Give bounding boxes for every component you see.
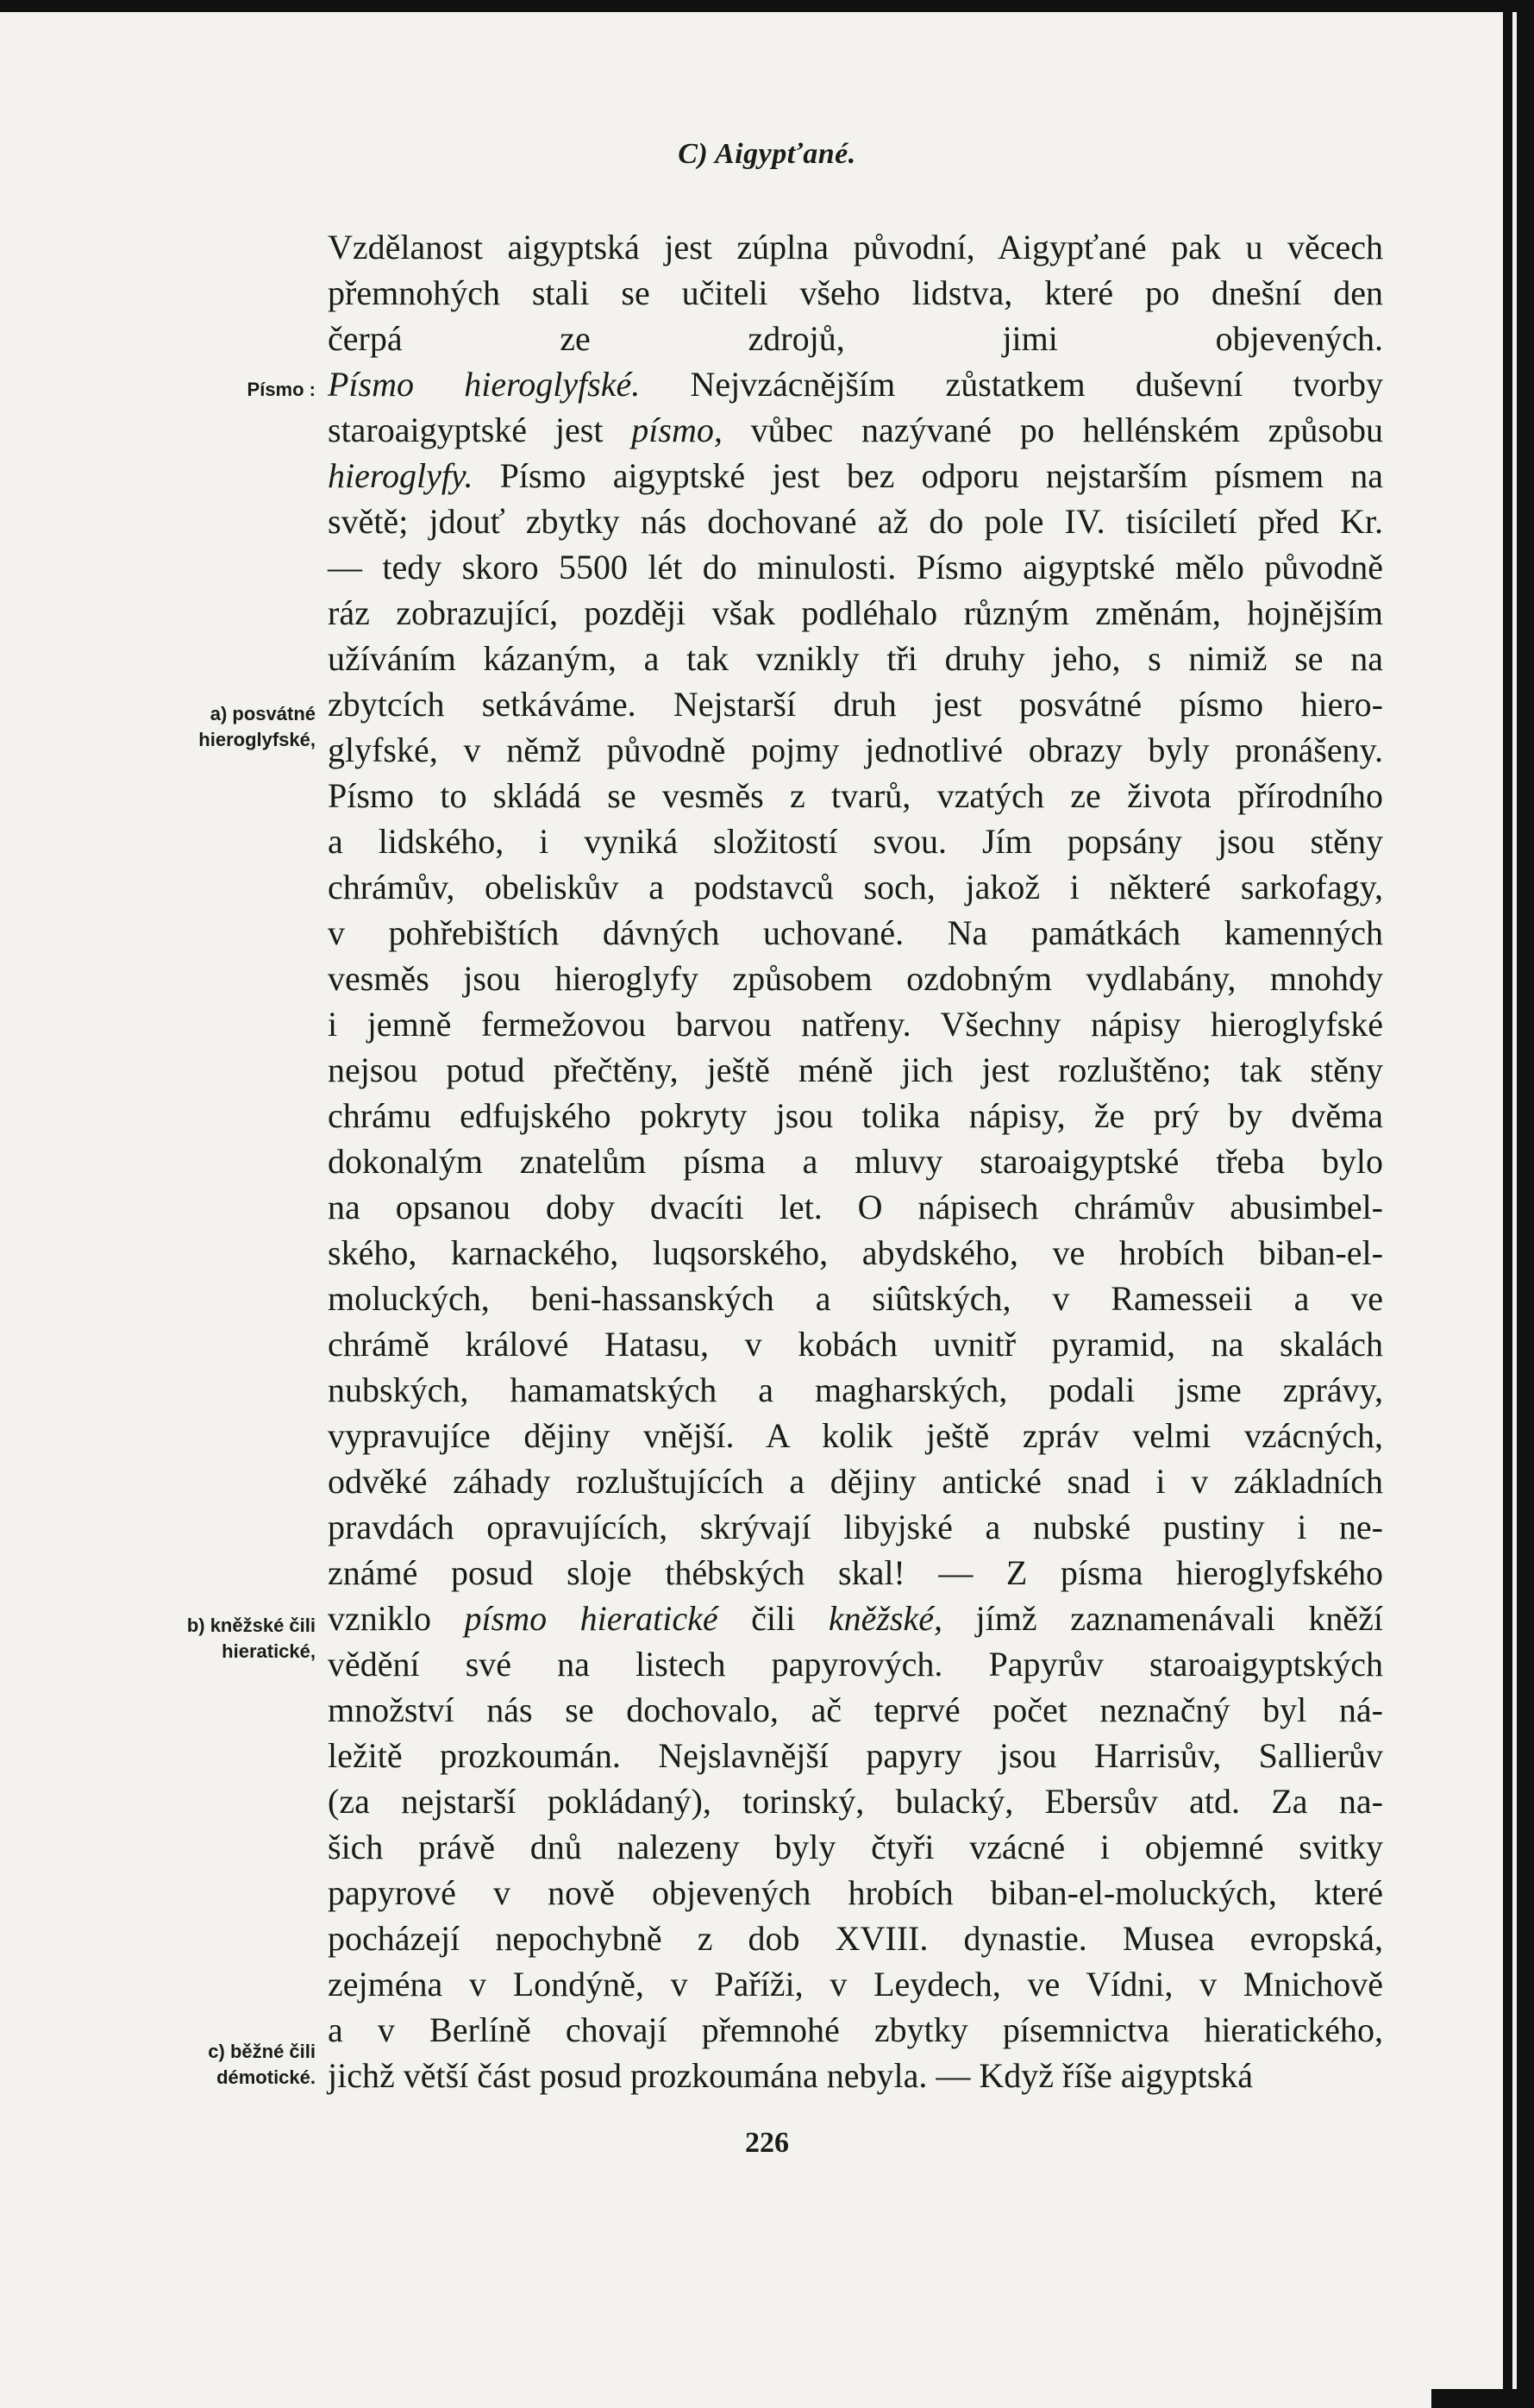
- text-run: šich právě dnů nalezeny byly čtyři vzácné i objemné svitky: [328, 1828, 1383, 1866]
- text-run: odvěké záhady rozluštujících a dějiny antické snad i v základních: [328, 1462, 1383, 1501]
- text-line: [328, 864, 1383, 910]
- text-run: čili: [717, 1599, 829, 1638]
- text-line: [328, 1001, 1383, 1047]
- body-text: [328, 224, 1383, 2098]
- text-line: [328, 1367, 1383, 1413]
- text-run: množství nás se dochovalo, ač teprvé počet neznačný byl ná-: [328, 1690, 1383, 1729]
- text-line: [328, 499, 1383, 544]
- text-line: [328, 1596, 1383, 1641]
- text-run: (za nejstarší pokládaný), torinský, bulacký, Ebersův atd. Za na-: [328, 1782, 1383, 1821]
- text-run: chrámu edfujského pokryty jsou tolika nápisy, že prý by dvěma: [328, 1096, 1383, 1135]
- italic-term: Písmo hieroglyfské.: [328, 365, 641, 404]
- text-line: [328, 1870, 1383, 1916]
- text-line: [328, 1458, 1383, 1504]
- margin-note-line: Písmo :: [247, 379, 316, 400]
- text-run: chrámův, obeliskův a podstavců soch, jakož i některé sarkofagy,: [328, 868, 1383, 906]
- text-line: [328, 956, 1383, 1001]
- text-line: [328, 773, 1383, 818]
- text-run: a v Berlíně chovají přemnohé zbytky písemnictva hieratického,: [328, 2010, 1383, 2049]
- text-line: [328, 1733, 1383, 1778]
- text-line: [328, 1916, 1383, 1961]
- text-line: [328, 1321, 1383, 1367]
- text-run: ráz zobrazující, později však podléhalo různým změnám, hojnějším: [328, 593, 1383, 632]
- text-run: vesměs jsou hieroglyfy způsobem ozdobným vydlabány, mnohdy: [328, 959, 1383, 998]
- text-line: [328, 1641, 1383, 1687]
- text-run: v pohřebištích dávných uchované. Na památkách kamenných: [328, 913, 1383, 952]
- scan-border-top: [0, 0, 1534, 12]
- text-run: přemnohých stali se učiteli všeho lidstva, které po dnešní den: [328, 273, 1383, 312]
- text-run: ležitě prozkoumán. Nejslavnější papyry jsou Harrisův, Sallierův: [328, 1736, 1383, 1775]
- margin-note-hieroglyfske: [198, 701, 316, 753]
- text-run: i jemně fermežovou barvou natřeny. Všechny nápisy hieroglyfské: [328, 1005, 1383, 1044]
- text-run: Vzdělanost aigyptská jest zúplna původní, Aigypťané pak u věcech: [328, 228, 1383, 267]
- scan-border-bottom: [1431, 2389, 1534, 2408]
- text-run: čerpá ze zdrojů, jimi objevených.: [328, 319, 1383, 358]
- text-run: vědění své na listech papyrových. Papyrův staroaigyptských: [328, 1645, 1383, 1684]
- text-run: zbytcích setkáváme. Nejstarší druh jest posvátné písmo hiero-: [328, 685, 1383, 724]
- text-line: [328, 2053, 1383, 2098]
- margin-note-line: a) posvátné: [210, 703, 316, 724]
- text-line: [328, 1047, 1383, 1093]
- margin-note-hieraticke: [187, 1613, 316, 1665]
- text-run: Nejvzácnějším zůstatkem duševní tvorby: [640, 365, 1383, 404]
- text-line: [328, 1093, 1383, 1138]
- page-number: 226: [745, 2127, 789, 2159]
- text-run: papyrové v nově objevených hrobích biban-el-moluckých, které: [328, 1873, 1383, 1912]
- text-run: jichž větší část posud prozkoumána nebyla. — Když říše aigyptská: [328, 2056, 1254, 2095]
- scan-border-gap: [1512, 12, 1517, 2408]
- scan-border-right: [1503, 0, 1534, 2408]
- text-line: [328, 1687, 1383, 1733]
- text-line: [328, 1778, 1383, 1824]
- text-line: [328, 544, 1383, 590]
- text-run: ského, karnackého, luqsorského, abydského, ve hrobích biban-el-: [328, 1233, 1383, 1272]
- text-run: na opsanou doby dvacíti let. O nápisech chrámův abusimbel-: [328, 1188, 1383, 1226]
- text-run: vzniklo: [328, 1599, 465, 1638]
- text-run: moluckých, beni-hassanských a siûtských, v Ramesseii a ve: [328, 1279, 1383, 1318]
- text-run: a lidského, i vyniká složitostí svou. Jím popsány jsou stěny: [328, 822, 1383, 861]
- text-run: nubských, hamamatských a magharských, podali jsme zprávy,: [328, 1370, 1383, 1409]
- text-line: [328, 2007, 1383, 2053]
- text-run: pravdách opravujících, skrývají libyjské a nubské pustiny i ne-: [328, 1508, 1383, 1546]
- text-line: [328, 1961, 1383, 2007]
- text-run: Písmo aigyptské jest bez odporu nejstarším písmem na: [473, 456, 1383, 495]
- text-run: světě; jdouť zbytky nás dochované až do pole IV. tisíciletí před Kr.: [328, 502, 1383, 541]
- text-run: Písmo to skládá se vesměs z tvarů, vzatých ze života přírodního: [328, 776, 1383, 815]
- text-run: jímž zaznamenávali kněží: [942, 1599, 1383, 1638]
- running-head: C) Aigypťané.: [678, 138, 856, 170]
- text-run: vypravujíce dějiny vnější. A kolik ještě zpráv velmi vzácných,: [328, 1416, 1383, 1455]
- margin-note-pismo: [247, 377, 316, 403]
- margin-note-line: c) běžné čili: [208, 2041, 316, 2062]
- text-line: [328, 818, 1383, 864]
- italic-term: hieroglyfy.: [328, 456, 473, 495]
- text-run: užíváním kázaným, a tak vznikly tři druhy jeho, s nimiž se na: [328, 639, 1383, 678]
- text-line: [328, 270, 1383, 316]
- text-run: vůbec nazývané po hellénském způsobu: [722, 411, 1383, 449]
- text-line: [328, 453, 1383, 499]
- italic-term: kněžské,: [828, 1599, 942, 1638]
- text-run: známé posud sloje thébských skal! — Z písma hieroglyfského: [328, 1553, 1383, 1592]
- text-line: [328, 1138, 1383, 1184]
- text-run: pocházejí nepochybně z dob XVIII. dynastie. Musea evropská,: [328, 1919, 1383, 1958]
- text-line: [328, 1184, 1383, 1230]
- text-line: [328, 1824, 1383, 1870]
- text-run: nejsou potud přečtěny, ještě méně jich jest rozluštěno; tak stěny: [328, 1050, 1383, 1089]
- text-line: [328, 1504, 1383, 1550]
- text-line: [328, 361, 1383, 407]
- text-line: [328, 681, 1383, 727]
- text-run: glyfské, v němž původně pojmy jednotlivé obrazy byly pronášeny.: [328, 731, 1383, 769]
- text-run: dokonalým znatelům písma a mluvy staroaigyptské třeba bylo: [328, 1142, 1383, 1181]
- text-line: [328, 224, 1383, 270]
- text-line: [328, 910, 1383, 956]
- text-line: [328, 1230, 1383, 1276]
- margin-note-line: b) kněžské čili: [186, 1615, 316, 1636]
- text-run: zejména v Londýně, v Paříži, v Leydech, ve Vídni, v Mnichově: [328, 1965, 1383, 2004]
- text-line: [328, 1550, 1383, 1596]
- text-line: [328, 636, 1383, 681]
- margin-note-line: hieroglyfské,: [198, 729, 316, 750]
- text-run: — tedy skoro 5500 lét do minulosti. Písmo aigyptské mělo původně: [328, 548, 1383, 586]
- margin-note-line: hieratické,: [222, 1640, 316, 1662]
- text-line: [328, 590, 1383, 636]
- text-line: [328, 727, 1383, 773]
- text-line: [328, 1276, 1383, 1321]
- italic-term: písmo hieratické: [464, 1599, 718, 1638]
- margin-note-line: démotické.: [216, 2066, 316, 2088]
- text-line: [328, 316, 1383, 361]
- margin-note-demoticke: [208, 2039, 316, 2091]
- italic-term: písmo,: [631, 411, 723, 449]
- text-run: staroaigyptské jest: [328, 411, 632, 449]
- text-line: [328, 407, 1383, 453]
- text-line: [328, 1413, 1383, 1458]
- text-run: chrámě králové Hatasu, v kobách uvnitř pyramid, na skalách: [328, 1325, 1383, 1364]
